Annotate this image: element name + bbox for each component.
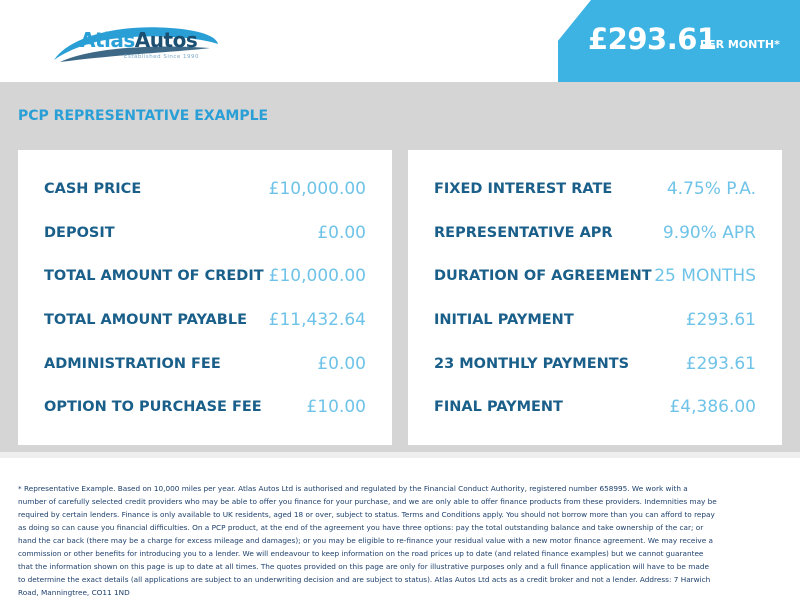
finance-row-total-credit xyxy=(18,262,392,292)
finance-example-panel xyxy=(0,82,800,452)
row-value: £0.00 xyxy=(317,223,366,243)
header xyxy=(0,0,800,82)
row-label: OPTION TO PURCHASE FEE xyxy=(44,399,262,415)
monthly-price-amount: £293.61 xyxy=(588,22,717,56)
finance-row-final-payment xyxy=(408,393,782,423)
row-label: CASH PRICE xyxy=(44,181,142,197)
finance-row-admin-fee xyxy=(18,350,392,380)
finance-row-purchase-fee xyxy=(18,393,392,423)
row-value: £11,432.64 xyxy=(268,310,366,330)
section-title: PCP REPRESENTATIVE EXAMPLE xyxy=(18,108,269,124)
finance-row-apr xyxy=(408,219,782,249)
row-value: £10,000.00 xyxy=(268,266,366,286)
row-label: REPRESENTATIVE APR xyxy=(434,225,613,241)
monthly-price-banner xyxy=(558,0,800,82)
footer xyxy=(0,452,800,600)
row-value: £0.00 xyxy=(317,354,366,374)
row-value: £10.00 xyxy=(306,397,366,417)
finance-row-interest-rate xyxy=(408,175,782,205)
row-value: 9.90% APR xyxy=(662,223,756,243)
finance-card-left xyxy=(18,150,392,445)
row-label: FIXED INTEREST RATE xyxy=(434,181,613,197)
row-value: 4.75% P.A. xyxy=(666,179,756,199)
finance-row-initial-payment xyxy=(408,306,782,336)
row-value: £293.61 xyxy=(685,354,756,374)
row-label: DEPOSIT xyxy=(44,225,115,241)
row-label: DURATION OF AGREEMENT xyxy=(434,268,652,284)
logo-wordmark xyxy=(80,28,197,52)
logo-tagline: Established Since 1990 xyxy=(124,54,200,60)
row-label: TOTAL AMOUNT PAYABLE xyxy=(44,312,247,328)
row-value: £293.61 xyxy=(685,310,756,330)
logo-wordmark-atlas: Atlas xyxy=(80,28,135,52)
banner-notch xyxy=(557,0,591,42)
logo-wordmark-autos: Autos xyxy=(134,28,198,52)
row-label: FINAL PAYMENT xyxy=(434,399,563,415)
row-label: TOTAL AMOUNT OF CREDIT xyxy=(44,268,264,284)
atlas-autos-logo[interactable] xyxy=(50,22,220,66)
finance-row-monthly-payments xyxy=(408,350,782,380)
row-value: £4,386.00 xyxy=(669,397,756,417)
finance-card-right xyxy=(408,150,782,445)
finance-row-cash-price xyxy=(18,175,392,205)
finance-row-deposit xyxy=(18,219,392,249)
row-label: 23 MONTHLY PAYMENTS xyxy=(434,356,630,372)
disclaimer-text: * Representative Example. Based on 10,000 miles per year. Atlas Autos Ltd is authorised and regulated by the Financial Conduct Authority, registered number 658995. We work with a number of carefully selected credit providers who may be able to offer you finance for your purchase, and we are only able to offer finance products from these providers. Indemnities may be required by certain lenders. Finance is only available to UK residents, aged 18 or over, subject to status. Terms and Conditions apply. You should not borrow more than you can afford to repay as doing so can cause you financial difficulties. On a PCP product, at the end of the agreement you have three options: pay the total outstanding balance and take ownership of the car; or hand the car back (there may be a charge for excess mileage and damages); or you may be eligible to re-finance your residual value with a new motor finance agreement. We may receive a commission or other benefits for introducing you to a lender. We will endeavour to keep information on the road prices up to date (and related finance examples) but we cannot guarantee that the information shown on this page is up to date at all times. The quotes provided on this page are only for illustrative purposes only and a full finance application will have to be made to determine the exact details (all applications are subject to an underwriting decision and are subject to status). Atlas Autos Ltd acts as a credit broker and not a lender. Address: 7 Harwich Road, Manningtree, CO11 1ND xyxy=(18,484,717,597)
row-value: 25 MONTHS xyxy=(654,266,756,286)
row-label: ADMINISTRATION FEE xyxy=(44,356,221,372)
row-label: INITIAL PAYMENT xyxy=(434,312,574,328)
monthly-price-suffix: PER MONTH* xyxy=(700,38,780,51)
finance-row-total-payable xyxy=(18,306,392,336)
row-value: £10,000.00 xyxy=(268,179,366,199)
finance-row-duration xyxy=(408,262,782,292)
